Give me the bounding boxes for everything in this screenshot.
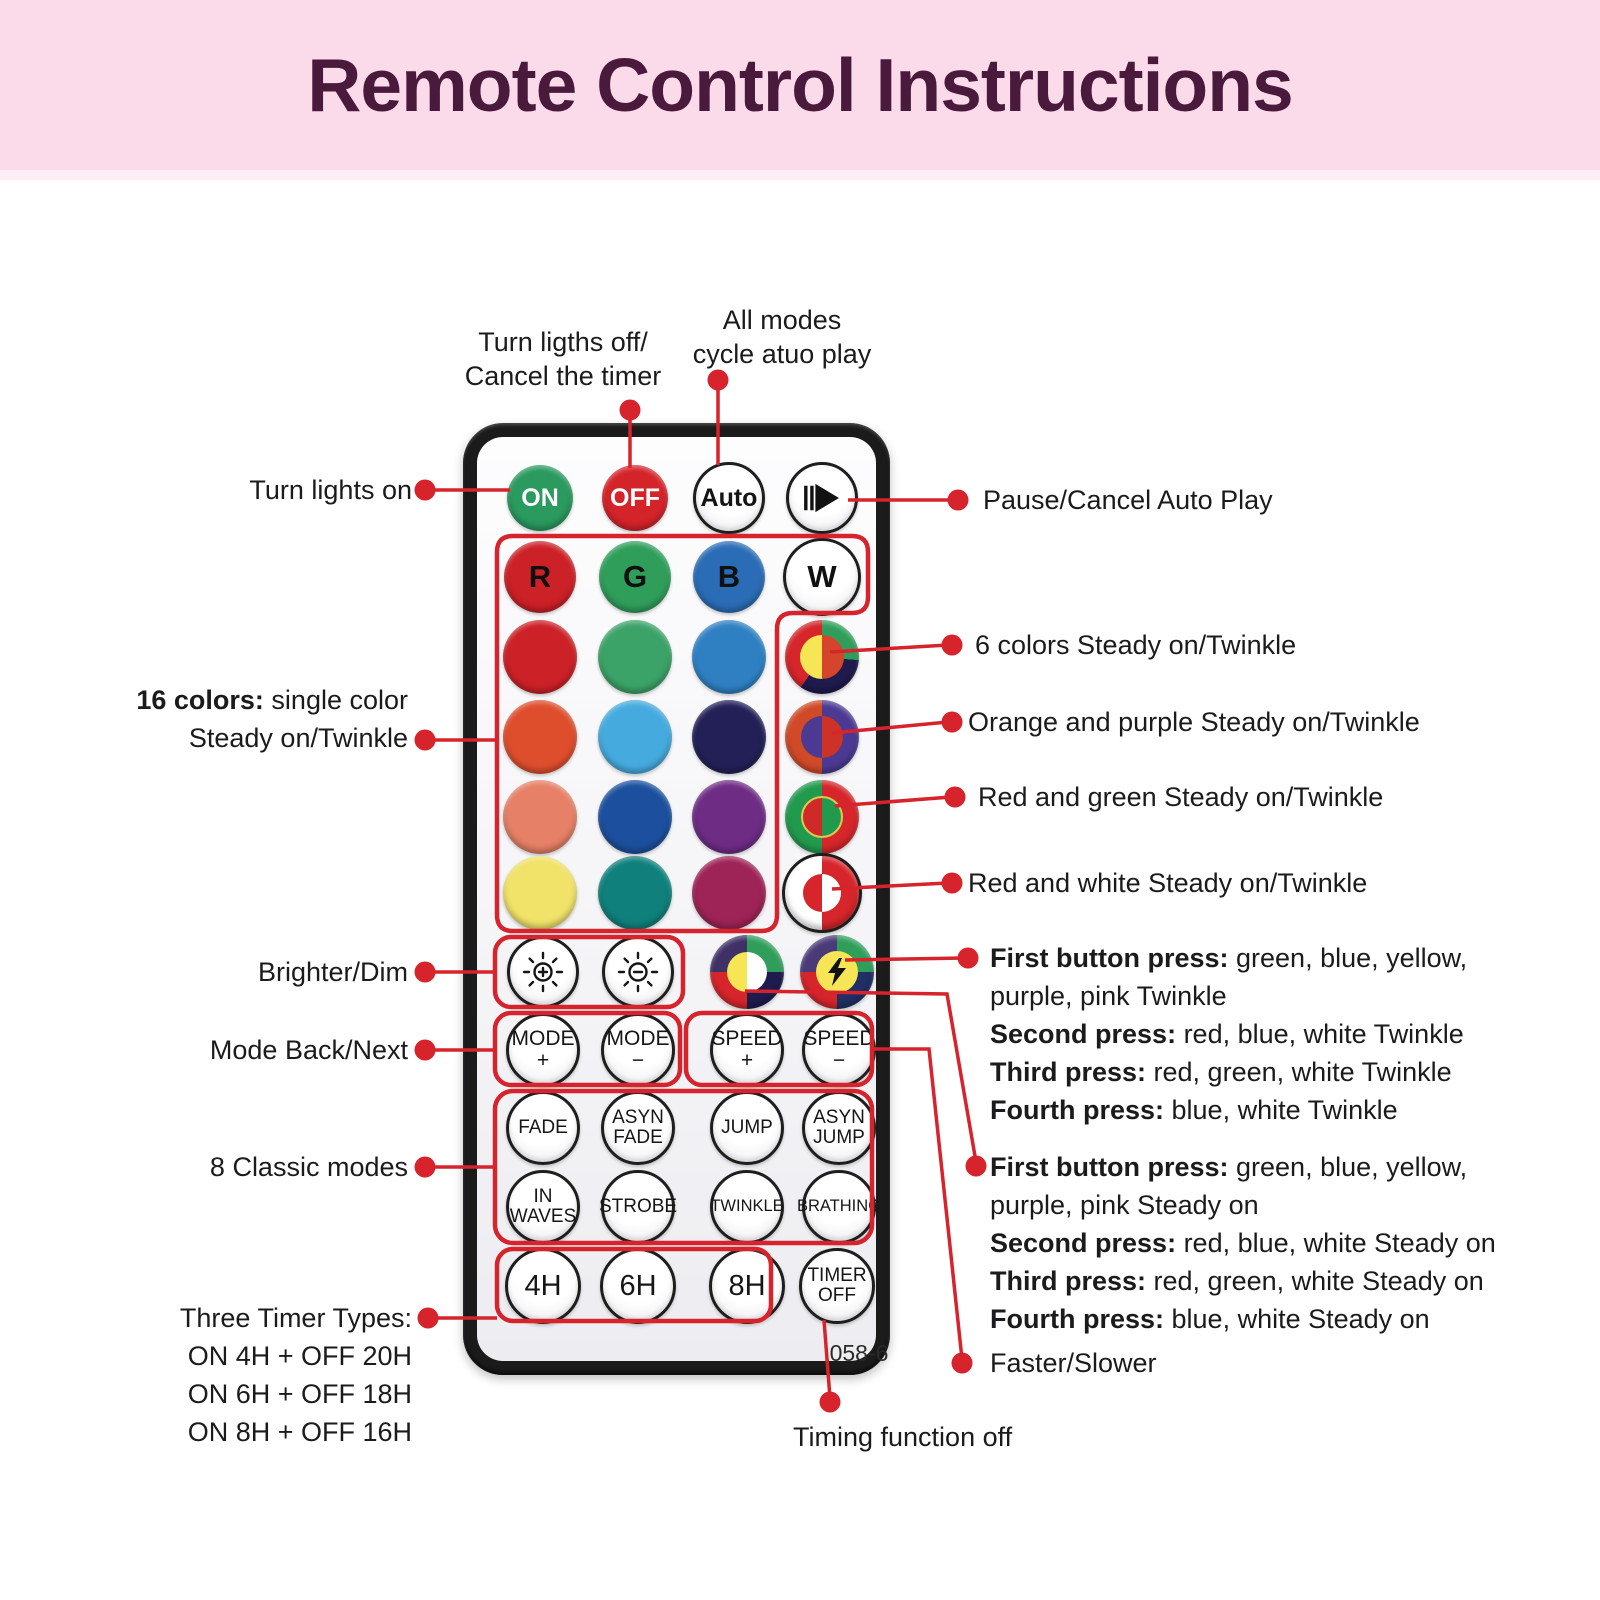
label-timer-types: Three Timer Types: ON 4H + OFF 20H ON 6H + OFF 18H ON 8H + OFF 16H [179, 1303, 412, 1447]
dot-timer-types [418, 1308, 439, 1329]
color-button[interactable] [692, 700, 766, 774]
model-number: 058-6 [829, 1340, 889, 1366]
color-button[interactable] [598, 780, 672, 854]
dot-steady-block [966, 1156, 987, 1177]
six-colors-button[interactable] [785, 620, 859, 694]
label-red-white: Red and white Steady on/Twinkle [968, 868, 1368, 898]
in-waves-button[interactable]: IN WAVES [506, 1170, 580, 1244]
speed-plus-button[interactable]: SPEED + [710, 1013, 784, 1087]
label-all-modes: All modes cycle atuo play [692, 305, 872, 369]
orange-purple-inner-disc [801, 716, 843, 758]
asyn-fade-button[interactable]: ASYN FADE [601, 1091, 675, 1165]
lightning-icon [816, 951, 858, 993]
brathing-button[interactable]: BRATHING [802, 1170, 876, 1244]
dot-red-green [945, 787, 966, 808]
auto-multi-button[interactable] [800, 935, 874, 1009]
brightness-up-icon [521, 950, 565, 994]
dot-turn-lights-on [415, 480, 436, 501]
color-button[interactable] [598, 620, 672, 694]
dot-timing [820, 1392, 841, 1413]
timer-4h-button[interactable]: 4H [505, 1248, 581, 1324]
pause-play-icon [803, 482, 841, 514]
color-button[interactable] [692, 780, 766, 854]
color-button[interactable] [503, 620, 577, 694]
orange-purple-button[interactable] [785, 700, 859, 774]
dot-brighter-dim [415, 962, 436, 983]
brighter-button[interactable] [507, 936, 579, 1008]
dot-sixteen-colors [415, 730, 436, 751]
dot-faster-slower [952, 1353, 973, 1374]
timer-8h-button[interactable]: 8H [709, 1248, 785, 1324]
mode-plus-button[interactable]: MODE + [506, 1013, 580, 1087]
red-green-button[interactable] [785, 780, 859, 854]
mode-minus-button[interactable]: MODE − [601, 1013, 675, 1087]
label-turn-lights-off: Turn ligths off/ Cancel the timer [464, 327, 662, 391]
label-sixteen-colors: 16 colors: single color Steady on/Twinkle [136, 685, 408, 753]
label-mode-back-next: Mode Back/Next [209, 1035, 408, 1065]
label-turn-lights-on: Turn lights on [249, 475, 412, 505]
auto-button[interactable]: Auto [693, 462, 765, 534]
multi-twinkle-inner-disc [727, 952, 767, 992]
multi-twinkle-button[interactable] [710, 935, 784, 1009]
label-twinkle-block: First button press: green, blue, yellow, purple, pink Twinkle Second press: red, blue, white Twinkle Third press: red, green, white Twinkle Fourth press: blue, white Twinkle [990, 943, 1468, 1125]
red-white-inner-disc [803, 874, 841, 912]
on-button[interactable]: ON [507, 465, 573, 531]
strobe-button[interactable]: STROBE [601, 1170, 675, 1244]
red-white-button[interactable] [782, 853, 862, 933]
color-button[interactable] [598, 856, 672, 930]
label-faster-slower: Faster/Slower [990, 1348, 1157, 1378]
dot-six-colors [942, 635, 963, 656]
dot-red-white [942, 873, 963, 894]
six-colors-inner-disc [800, 635, 844, 679]
red-green-inner-disc [801, 796, 843, 838]
g-button[interactable]: G [599, 541, 671, 613]
fade-button[interactable]: FADE [506, 1091, 580, 1165]
dot-orange-purple [942, 712, 963, 733]
dot-twinkle-block [958, 948, 979, 969]
label-timing-off: Timing function off [793, 1422, 1013, 1452]
label-six-colors: 6 colors Steady on/Twinkle [975, 630, 1297, 660]
color-button[interactable] [598, 700, 672, 774]
page-title: Remote Control Instructions [307, 43, 1293, 127]
remote-control [463, 423, 890, 1375]
label-steady-block: First button press: green, blue, yellow, purple, pink Steady on Second press: red, blue, white Steady on Third press: red, green, white Steady on Fourth press: blue, white Steady on [990, 1152, 1496, 1334]
color-button[interactable] [503, 700, 577, 774]
dot-off [620, 400, 641, 421]
speed-minus-button[interactable]: SPEED − [802, 1013, 876, 1087]
pause-play-button[interactable] [786, 462, 858, 534]
brightness-down-icon [616, 950, 660, 994]
label-classic-modes: 8 Classic modes [209, 1152, 408, 1182]
color-button[interactable] [503, 856, 577, 930]
label-red-green: Red and green Steady on/Twinkle [978, 782, 1384, 812]
remote-face [477, 437, 889, 1366]
header-band [0, 0, 1600, 180]
label-pause: Pause/Cancel Auto Play [983, 485, 1273, 515]
timer-off-button[interactable]: TIMER OFF [799, 1248, 875, 1324]
color-button[interactable] [503, 780, 577, 854]
color-button[interactable] [692, 620, 766, 694]
asyn-jump-button[interactable]: ASYN JUMP [802, 1091, 876, 1165]
color-button[interactable] [692, 856, 766, 930]
timer-6h-button[interactable]: 6H [600, 1248, 676, 1324]
b-button[interactable]: B [693, 541, 765, 613]
twinkle-button[interactable]: TWINKLE [710, 1170, 784, 1244]
w-button[interactable]: W [783, 538, 861, 616]
off-button[interactable]: OFF [602, 465, 668, 531]
dim-button[interactable] [602, 936, 674, 1008]
label-brighter-dim: Brighter/Dim [257, 957, 408, 987]
dot-mode-back-next [415, 1040, 436, 1061]
dot-pause [948, 490, 969, 511]
label-orange-purple: Orange and purple Steady on/Twinkle [968, 707, 1420, 737]
r-button[interactable]: R [504, 541, 576, 613]
jump-button[interactable]: JUMP [710, 1091, 784, 1165]
dot-classic-modes [415, 1157, 436, 1178]
